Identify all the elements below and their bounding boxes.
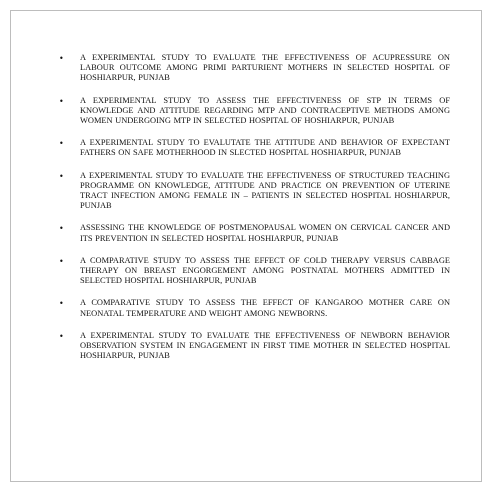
list-item-text: A EXPERIMENTAL STUDY TO EVALUATE THE EFFECTIVENESS OF STRUCTURED TEACHING PROGRAMME ON KNOWLEDGE, ATTITUDE AND PRACTICE ON PREVENTION OF UTERINE TRACT INFECTION AMONG FEMALE IN – PATIENTS IN SELECTED HOSPITAL HOSHIARPUR, PUNJAB (80, 170, 450, 211)
study-list (59, 53, 450, 373)
bullet-icon: • (59, 54, 64, 63)
list-item (59, 96, 450, 127)
bullet-icon: • (59, 256, 64, 266)
list-item-text: ASSESSING THE KNOWLEDGE OF POSTMENOPAUSAL WOMEN ON CERVICAL CANCER AND ITS PREVENTION IN SELECTED HOSPITAL HOSHIARPUR, PUNJAB (80, 223, 450, 243)
bullet-icon: • (59, 299, 64, 309)
list-item-text: A COMPARATIVE STUDY TO ASSESS THE EFFECT OF COLD THERAPY VERSUS CABBAGE THERAPY ON BREAST ENGORGEMENT AMONG POSTNATAL MOTHERS ADMITTED IN SELECTED HOSPITAL HOSHIARPUR, PUNJAB (80, 255, 450, 286)
list-item-text: A EXPERIMENTAL STUDY TO EVALUATE THE EFFECTIVENESS OF NEWBORN BEHAVIOR OBSERVATION SYSTEM IN ENGAGEMENT IN FIRST TIME MOTHER IN SELECTED HOSPITAL HOSHIARPUR, PUNJAB (80, 330, 450, 361)
list-item-text: A COMPARATIVE STUDY TO ASSESS THE EFFECT OF KANGAROO MOTHER CARE ON NEONATAL TEMPERATURE AND WEIGHT AMONG NEWBORNS. (80, 298, 450, 318)
document-page (10, 10, 482, 482)
list-item (59, 331, 450, 362)
list-item (59, 223, 450, 243)
bullet-icon: • (59, 171, 64, 181)
list-item-text: A EXPERIMENTAL STUDY TO EVALUTATE THE ATTITUDE AND BEHAVIOR OF EXPECTANT FATHERS ON SAFE MOTHERHOOD IN SLECTED HOSPITAL HOSHIARPUR, PUNJAB (80, 138, 450, 158)
bullet-icon: • (59, 96, 64, 106)
list-item (59, 256, 450, 287)
bullet-icon: • (59, 331, 64, 341)
bullet-icon: • (59, 224, 64, 234)
list-item (59, 298, 450, 318)
list-item-text: A EXPERIMENTAL STUDY TO EVALUATE THE EFFECTIVENESS OF ACUPRESSURE ON LABOUR OUTCOME AMONG PRIMI PARTURIENT MOTHERS IN SELECTED HOSPITAL OF HOSHIARPUR, PUNJAB (80, 53, 450, 83)
list-item (59, 171, 450, 212)
list-item-text: A EXPERIMENTAL STUDY TO ASSESS THE EFFECTIVENESS OF STP IN TERMS OF KNOWLEDGE AND ATTITUDE REGARDING MTP AND CONTRACEPTIVE METHODS AMONG WOMEN UNDERGOING MTP IN SELECTED HOSPITAL OF HOSHIARPUR, PUNJAB (80, 95, 450, 126)
list-item (59, 53, 450, 84)
list-item (59, 138, 450, 158)
bullet-icon: • (59, 139, 64, 149)
